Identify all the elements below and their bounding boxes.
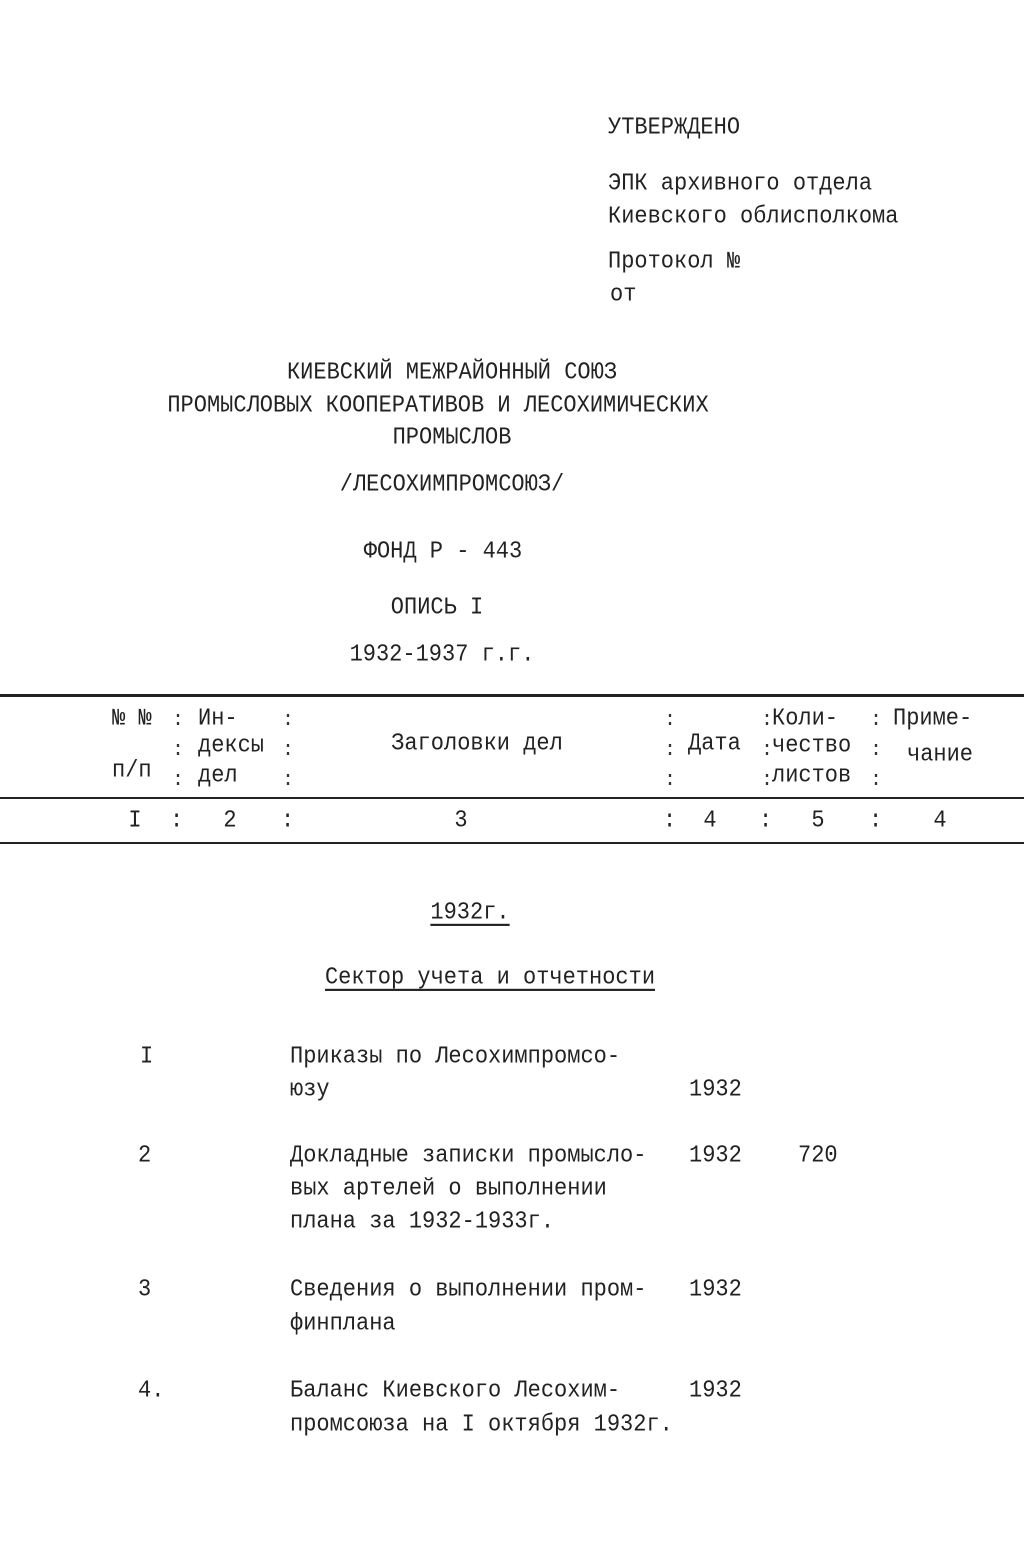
column-separator: : : : [761,709,774,792]
col-number: 5 [811,806,825,834]
years-range: 1932-1937 г.г. [349,640,535,668]
protocol-number: Протокол № [608,247,741,275]
col-title-header: Заголовки дел [391,729,563,757]
table-bottom-rule [0,842,1024,844]
column-separator: : [869,806,883,834]
column-separator: : : : [664,709,677,792]
col-note-header: чание [907,740,974,768]
entry-date: 1932 [689,1376,742,1404]
col-number: 4 [703,806,717,834]
col-index-header: дел [198,761,238,789]
org-abbreviation: /ЛЕСОХИМПРОМСОЮЗ/ [339,470,565,498]
entry-title: юзу [290,1075,330,1103]
entry-date: 1932 [689,1141,742,1169]
entry-title: Приказы по Лесохимпромсо- [290,1042,621,1070]
inventory-number: ОПИСЬ I [390,593,484,621]
column-separator: : [281,806,295,834]
column-separator: : [759,806,773,834]
col-sheets-header: листов [772,761,852,789]
entry-number: I [140,1042,154,1070]
col-number: 2 [223,806,237,834]
col-number: 4 [933,806,947,834]
col-index-header: Ин- [198,704,238,732]
entry-date: 1932 [689,1075,742,1103]
entry-title: вых артелей о выполнении [290,1174,607,1202]
org-title: ПРОМЫСЛОВ [392,423,512,451]
column-separator: : : : [172,709,185,792]
entry-title: Сведения о выполнении пром- [290,1275,647,1303]
entry-number: 3 [138,1275,152,1303]
entry-title: промсоюза на I октября 1932г. [290,1410,673,1438]
table-top-rule [0,694,1024,697]
col-number: 3 [454,806,468,834]
table-mid-rule [0,797,1024,799]
col-number: I [128,806,142,834]
col-note-header: Приме- [893,704,973,732]
col-number-header: № № [112,704,152,732]
section-year: 1932г. [430,898,510,926]
entry-title: Баланс Киевского Лесохим- [290,1376,621,1404]
section-sector: Сектор учета и отчетности [324,963,656,991]
entry-sheet-count: 720 [798,1141,838,1169]
approval-line: ЭПК архивного отдела [608,169,873,197]
col-sheets-header: чество [772,731,852,759]
entry-date: 1932 [689,1275,742,1303]
entry-title: Докладные записки промысло- [290,1141,647,1169]
col-number-header: п/п [112,756,152,784]
column-separator: : : : [282,709,295,792]
column-separator: : : : [870,709,883,792]
entry-title: плана за 1932-1933г. [290,1207,555,1235]
entry-number: 2 [138,1141,152,1169]
entry-title: финплана [290,1309,396,1337]
fond-number: ФОНД Р - 443 [363,537,523,565]
protocol-date: от [610,280,637,308]
column-separator: : [663,806,677,834]
col-sheets-header: Коли- [772,704,839,732]
approval-line: Киевского облисполкома [608,202,899,230]
entry-number: 4. [138,1376,165,1404]
approval-heading: УТВЕРЖДЕНО [608,113,741,141]
col-date-header: Дата [688,729,741,757]
column-separator: : [170,806,184,834]
org-title: КИЕВСКИЙ МЕЖРАЙОННЫЙ СОЮЗ [286,358,618,386]
org-title: ПРОМЫСЛОВЫХ КООПЕРАТИВОВ И ЛЕСОХИМИЧЕСКИХ [167,391,709,419]
col-index-header: дексы [198,731,265,759]
